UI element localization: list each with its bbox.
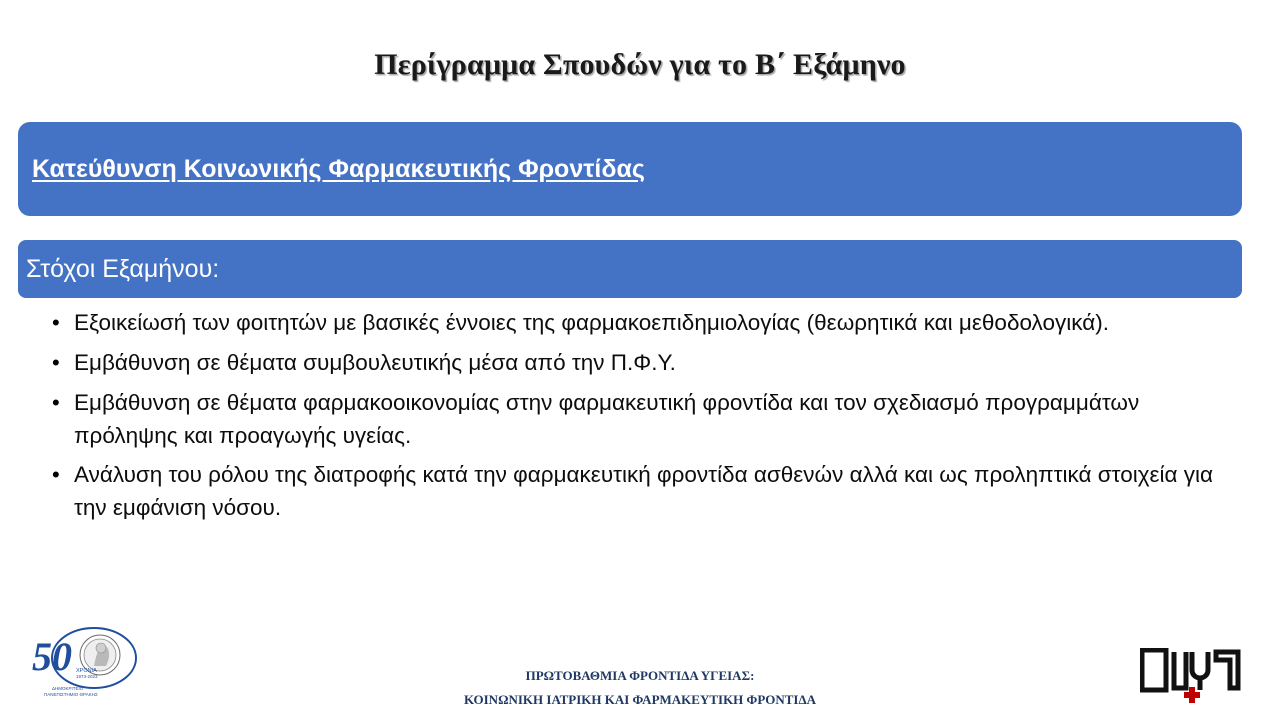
direction-banner-label: Κατεύθυνση Κοινωνικής Φαρμακευτικής Φροντίδας [32, 154, 645, 183]
university-name-line1: ΔΗΜΟΚΡΙΤΕΙΟ [52, 686, 84, 691]
list-item [48, 346, 1238, 380]
bullet-marker-icon: • [52, 310, 60, 335]
list-item-label: Εμβάθυνση σε θέματα συμβουλευτικής μέσα από την Π.Φ.Υ. [74, 350, 676, 375]
footer [0, 664, 1280, 712]
list-item-label: Εξοικείωσή των φοιτητών με βασικές έννοιες της φαρμακοεπιδημιολογίας (θεωρητικά και μεθοδολογικά). [74, 310, 1109, 335]
bullet-marker-icon: • [52, 390, 60, 415]
goals-banner [18, 240, 1242, 298]
direction-banner [18, 122, 1242, 216]
goals-banner-label: Στόχοι Εξαμήνου: [26, 254, 220, 283]
list-item-label: Ανάλυση του ρόλου της διατροφής κατά την φαρμακευτική φροντίδα ασθενών αλλά και ως προληπτικά στοιχεία για την εμφάνιση νόσου. [74, 462, 1214, 520]
list-item [48, 458, 1238, 524]
footer-line-1: ΠΡΩΤΟΒΑΘΜΙΑ ΦΡΟΝΤΙΔΑ ΥΓΕΙΑΣ: [525, 668, 755, 683]
bullet-marker-icon: • [52, 462, 60, 487]
list-item [48, 306, 1238, 340]
list-item [48, 386, 1238, 452]
page-title: Περίγραμμα Σπουδών για το Β΄ Εξάμηνο [374, 48, 906, 81]
anniversary-caption-top: ΧΡΟΝΙΑ [76, 668, 97, 674]
list-item-label: Εμβάθυνση σε θέματα φαρμακοοικονομίας στην φαρμακευτική φροντίδα και τον σχεδιασμό προγραμμάτων πρόληψης και προαγωγής υγείας. [74, 390, 1140, 448]
footer-line-2: ΚΟΙΝΩΝΙΚΗ ΙΑΤΡΙΚΗ ΚΑΙ ΦΑΡΜΑΚΕΥΤΙΚΗ ΦΡΟΝΤΙΔΑ [463, 692, 817, 707]
bullet-marker-icon: • [52, 350, 60, 375]
anniversary-caption-years: 1973-2023 [76, 674, 98, 679]
goals-list [48, 306, 1238, 530]
anniversary-number: 50 [32, 634, 72, 679]
university-name-line2: ΠΑΝΕΠΙΣΤΗΜΙΟ ΘΡΑΚΗΣ [44, 692, 98, 697]
